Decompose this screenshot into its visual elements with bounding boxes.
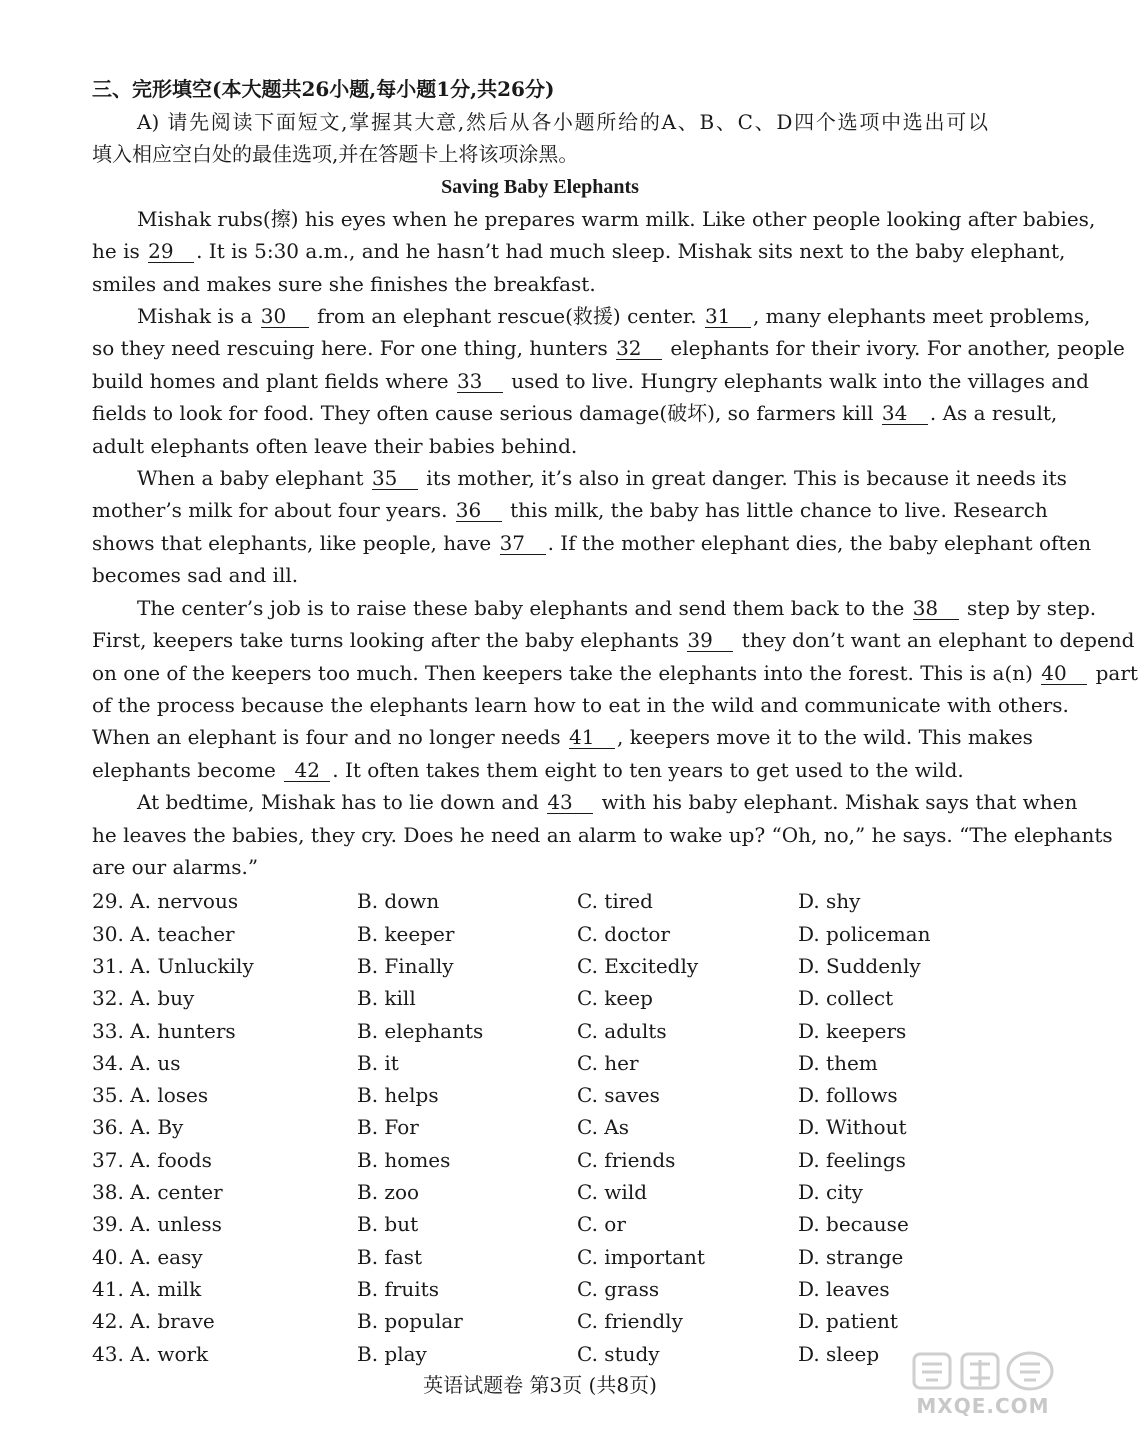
blank-37: 37 (500, 532, 546, 555)
option-c: C. Excitedly (577, 953, 699, 978)
option-c: C. wild (577, 1180, 648, 1205)
option-c: C. keep (577, 986, 653, 1011)
option-d: D. shy (798, 889, 861, 914)
option-row (92, 982, 988, 1014)
blank-31: 31 (705, 305, 751, 328)
option-a: 29. A. nervous (92, 889, 239, 914)
option-d: D. them (798, 1050, 878, 1075)
p2-line-5: adult elephants often leave their babies behind. (92, 433, 578, 458)
option-b: B. fruits (357, 1276, 439, 1301)
option-row (92, 1079, 988, 1111)
option-b: B. Finally (357, 953, 454, 978)
watermark-logo-icon (908, 1350, 1058, 1394)
p4-line-1: The center’s job is to raise these baby elephants and send them back to the 38 step by step. (137, 595, 1097, 620)
option-d: D. because (798, 1212, 909, 1237)
option-b: B. it (357, 1050, 399, 1075)
blank-34: 34 (882, 402, 928, 425)
p2-line-3: build homes and plant fields where 33 used to live. Hungry elephants walk into the villages and (92, 368, 1089, 393)
option-b: B. popular (357, 1309, 463, 1334)
option-d: D. leaves (798, 1276, 890, 1301)
p5-line-1: At bedtime, Mishak has to lie down and 43 with his baby elephant. Mishak says that when (137, 790, 1078, 815)
option-d: D. follows (798, 1083, 898, 1108)
p4-line-6: elephants become 42 . It often takes them eight to ten years to get used to the wild. (92, 757, 964, 782)
option-a: 35. A. loses (92, 1083, 209, 1108)
option-a: 33. A. hunters (92, 1018, 236, 1043)
p4-line-5: When an elephant is four and no longer needs 41 , keepers move it to the wild. This makes (92, 725, 1033, 750)
option-b: B. keeper (357, 921, 455, 946)
watermark-site-text: MXQE.COM (916, 1394, 1050, 1418)
option-b: B. zoo (357, 1180, 420, 1205)
option-a: 30. A. teacher (92, 921, 235, 946)
option-d: D. policeman (798, 921, 931, 946)
exam-page (92, 72, 1138, 1370)
p5-line-2: he leaves the babies, they cry. Does he need an alarm to wake up? “Oh, no,” he says. “The elephants (92, 822, 1113, 847)
option-row (92, 1047, 988, 1079)
option-a: 38. A. center (92, 1180, 223, 1205)
option-c: C. adults (577, 1018, 667, 1043)
blank-40: 40 (1041, 662, 1087, 685)
paragraph-2 (92, 300, 1125, 462)
option-d: D. Suddenly (798, 953, 921, 978)
blank-41: 41 (569, 726, 615, 749)
blank-43: 43 (547, 791, 593, 814)
option-a: 41. A. milk (92, 1276, 202, 1301)
instruction-line-2: 填入相应空白处的最佳选项,并在答题卡上将该项涂黑。 (92, 142, 579, 167)
option-b: B. but (357, 1212, 419, 1237)
section-title: 三、完形填空(本大题共26小题,每小题1分,共26分) (92, 77, 555, 101)
option-b: B. homes (357, 1147, 451, 1172)
option-a: 43. A. work (92, 1341, 209, 1366)
option-d: D. sleep (798, 1341, 880, 1366)
p4-line-4: of the process because the elephants learn how to eat in the wild and communicate with others. (92, 692, 1069, 717)
option-a: 40. A. easy (92, 1244, 203, 1269)
option-a: 42. A. brave (92, 1309, 215, 1334)
option-row (92, 1144, 988, 1176)
option-row (92, 1241, 988, 1273)
option-row (92, 1305, 988, 1337)
option-a: 31. A. Unluckily (92, 953, 254, 978)
paragraph-3 (92, 462, 1092, 592)
paragraph-1 (92, 203, 1096, 300)
p2-line-2: so they need rescuing here. For one thing, hunters 32 elephants for their ivory. For another, people (92, 336, 1125, 361)
passage-title: Saving Baby Elephants (441, 175, 639, 198)
option-b: B. kill (357, 986, 416, 1011)
paragraph-5 (92, 786, 1113, 883)
blank-32: 32 (616, 337, 662, 360)
option-c: C. or (577, 1212, 626, 1237)
option-row (92, 1015, 988, 1047)
option-row (92, 1338, 988, 1370)
p4-line-3: on one of the keepers too much. Then keepers take the elephants into the forest. This is a(n) 40 part (92, 660, 1138, 685)
option-b: B. play (357, 1341, 427, 1366)
option-c: C. As (577, 1115, 630, 1140)
blank-39: 39 (687, 629, 733, 652)
option-a: 36. A. By (92, 1115, 184, 1140)
option-d: D. patient (798, 1309, 898, 1334)
option-b: B. helps (357, 1083, 439, 1108)
option-d: D. collect (798, 986, 894, 1011)
option-c: C. doctor (577, 921, 670, 946)
page-footer: 英语试题卷 第3页 (共8页) (423, 1373, 657, 1397)
p3-line-2: mother’s milk for about four years. 36 this milk, the baby has little chance to live. Research (92, 498, 1048, 523)
option-row (92, 885, 988, 917)
option-c: C. saves (577, 1083, 660, 1108)
p2-line-1: Mishak is a 30 from an elephant rescue(救援) center. 31 , many elephants meet problems, (137, 304, 1091, 329)
option-b: B. elephants (357, 1018, 484, 1043)
p2-line-4: fields to look for food. They often cause serious damage(破坏), so farmers kill 34 . As a result, (92, 401, 1058, 426)
blank-38: 38 (913, 597, 959, 620)
blank-33: 33 (457, 370, 503, 393)
option-a: 32. A. buy (92, 986, 195, 1011)
option-d: D. keepers (798, 1018, 907, 1043)
blank-36: 36 (456, 499, 502, 522)
option-d: D. feelings (798, 1147, 906, 1172)
option-row (92, 1176, 988, 1208)
option-d: D. city (798, 1180, 863, 1205)
p1-line-2: he is 29 . It is 5:30 a.m., and he hasn’t had much sleep. Mishak sits next to the baby elephant, (92, 239, 1066, 264)
blank-30: 30 (261, 305, 309, 328)
p3-line-3: shows that elephants, like people, have 37 . If the mother elephant dies, the baby elephant often (92, 530, 1092, 555)
option-row (92, 1111, 988, 1143)
option-c: C. friends (577, 1147, 676, 1172)
blank-35: 35 (372, 467, 418, 490)
watermark (908, 1350, 1058, 1426)
option-row (92, 1273, 988, 1305)
p4-line-2: First, keepers take turns looking after the baby elephants 39 they don’t want an elephant to depend (92, 628, 1135, 653)
options-list (92, 885, 988, 1369)
paragraph-4 (92, 592, 1138, 786)
option-b: B. down (357, 889, 440, 914)
option-row (92, 1208, 988, 1240)
option-b: B. fast (357, 1244, 423, 1269)
p3-line-1: When a baby elephant 35 its mother, it’s also in great danger. This is because it needs its (137, 466, 1067, 491)
option-c: C. her (577, 1050, 639, 1075)
p5-line-3: are our alarms.” (92, 854, 259, 879)
option-row (92, 950, 988, 982)
blank-42: 42 (284, 759, 330, 782)
option-row (92, 918, 988, 950)
option-b: B. For (357, 1115, 419, 1140)
p1-line-1: Mishak rubs(擦) his eyes when he prepares warm milk. Like other people looking after babies, (137, 206, 1096, 231)
option-d: D. strange (798, 1244, 904, 1269)
option-d: D. Without (798, 1115, 907, 1140)
instruction-line-1: A) 请先阅读下面短文,掌握其大意,然后从各小题所给的A、B、C、D四个选项中选出可以 (137, 110, 988, 134)
option-c: C. grass (577, 1276, 660, 1301)
option-c: C. important (577, 1244, 705, 1269)
option-a: 37. A. foods (92, 1147, 212, 1172)
option-c: C. friendly (577, 1309, 683, 1334)
option-a: 39. A. unless (92, 1212, 222, 1237)
option-c: C. tired (577, 889, 653, 914)
p1-line-3: smiles and makes sure she finishes the breakfast. (92, 271, 596, 296)
p3-line-4: becomes sad and ill. (92, 563, 299, 588)
option-a: 34. A. us (92, 1050, 181, 1075)
blank-29: 29 (148, 240, 194, 263)
option-c: C. study (577, 1341, 660, 1366)
